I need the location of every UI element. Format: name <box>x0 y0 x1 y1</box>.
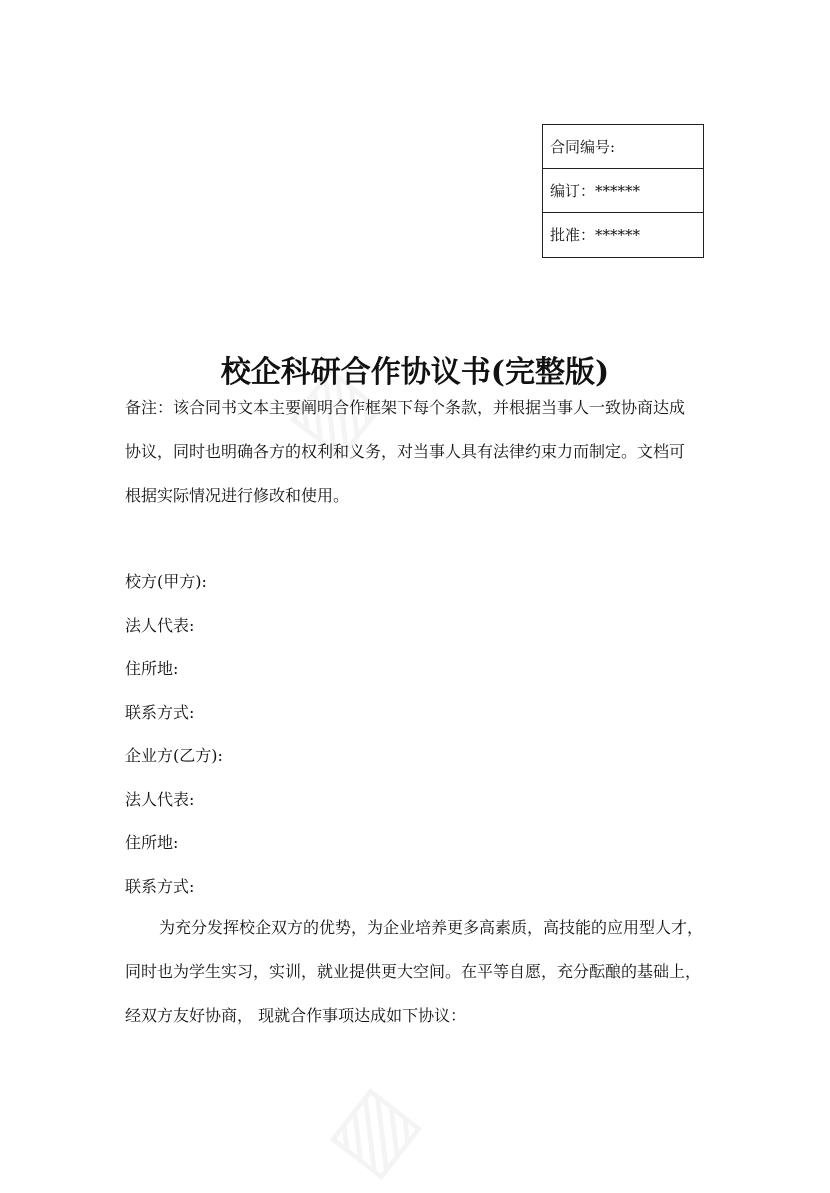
approved-by: 批准：****** <box>550 226 641 244</box>
party-b-address: 住所地: <box>125 833 179 852</box>
parties-list <box>125 560 715 908</box>
party-b-label: 企业方(乙方): <box>125 746 223 765</box>
note-line: 协议，同时也明确各方的权利和义务，对当事人具有法律约束力而制定。文档可 <box>125 442 686 461</box>
document-title: 校企科研合作协议书(完整版) <box>220 355 610 391</box>
party-a-label: 校方(甲方): <box>125 572 207 591</box>
contract-meta-box <box>542 124 704 258</box>
intro-line: 为充分发挥校企双方的优势，为企业培养更多高素质，高技能的应用型人才， <box>159 918 704 937</box>
intro-line: 经双方友好协商， 现就合作事项达成如下协议： <box>125 1006 467 1025</box>
intro-paragraph <box>125 906 725 1038</box>
intro-line: 同时也为学生实习，实训，就业提供更大空间。在平等自愿，充分酝酿的基础上， <box>125 962 702 981</box>
note-line: 根据实际情况进行修改和使用。 <box>125 486 350 505</box>
party-b-contact: 联系方式: <box>125 876 195 896</box>
note-line: 备注：该合同书文本主要阐明合作框架下每个条款，并根据当事人一致协商达成 <box>125 398 686 417</box>
party-a-address: 住所地: <box>125 659 179 678</box>
party-a-legal-rep: 法人代表: <box>125 615 195 635</box>
party-a-contact: 联系方式: <box>125 702 195 722</box>
contract-number: 合同编号: <box>543 125 703 169</box>
note-paragraph <box>125 386 715 518</box>
edited-by: 编订：****** <box>543 169 703 213</box>
party-b-legal-rep: 法人代表: <box>125 789 195 809</box>
